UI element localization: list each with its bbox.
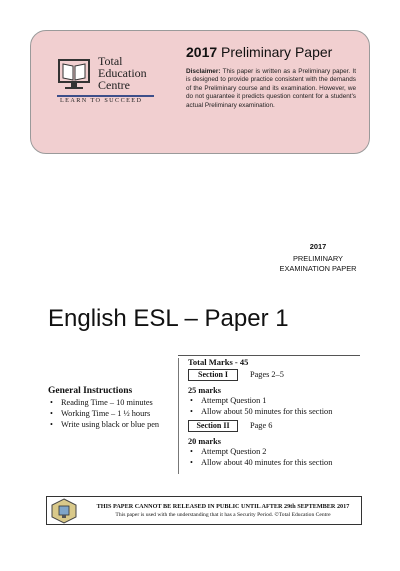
list-item: • Working Time – 1 ½ hours xyxy=(48,408,159,419)
section-1-label: Section I xyxy=(188,369,238,381)
section-2-pages: Page 6 xyxy=(250,421,273,430)
footer-security-note: This paper is used with the understanding that it has a Security Period. ©Total Education Centre xyxy=(115,512,331,518)
brand-line-2: Education xyxy=(98,66,147,80)
marks-top-divider xyxy=(178,355,360,356)
meta-year: 2017 xyxy=(309,242,327,251)
section-2-label: Section II xyxy=(188,420,238,432)
disclaimer xyxy=(186,68,356,110)
section-1-list xyxy=(188,395,363,417)
meta-line-2: EXAMINATION PAPER xyxy=(279,264,357,273)
brand-tagline: LEARN TO SUCCEED xyxy=(60,97,143,104)
section-2-list xyxy=(188,446,363,468)
list-item: • Attempt Question 2 xyxy=(188,446,363,457)
general-instructions-list xyxy=(48,397,159,430)
section-1-pages: Pages 2–5 xyxy=(250,370,284,379)
general-instructions-title: General Instructions xyxy=(48,386,133,396)
paper-year: 2017 xyxy=(186,44,218,60)
brand-line-1: Total xyxy=(98,54,123,68)
brand-line-3: Centre xyxy=(98,78,130,92)
section-2-marks: 20 marks xyxy=(188,437,221,446)
list-item: • Allow about 40 minutes for this section xyxy=(188,457,363,468)
list-item: • Attempt Question 1 xyxy=(188,395,363,406)
list-item: • Write using black or blue pen xyxy=(48,419,159,430)
total-marks: Total Marks - 45 xyxy=(188,357,249,367)
page-title: English ESL – Paper 1 xyxy=(48,305,289,332)
security-footer xyxy=(46,496,362,525)
list-item: • Allow about 50 minutes for this section xyxy=(188,406,363,417)
list-item: • Reading Time – 10 minutes xyxy=(48,397,159,408)
paper-title-text: Preliminary Paper xyxy=(221,44,333,60)
marks-panel xyxy=(188,357,363,468)
footer-release-notice: THIS PAPER CANNOT BE RELEASED IN PUBLIC UNTIL AFTER 29th SEPTEMBER 2017 xyxy=(96,503,350,510)
security-badge-icon xyxy=(50,498,78,524)
disclaimer-label: Disclaimer: xyxy=(186,68,221,75)
section-1-row xyxy=(188,369,363,384)
disclaimer-text: This paper is written as a Preliminary paper. It is designed to provide practice consistent with the demands of the Preliminary course and its examination. However, we do not guarantee it predicts question content for a student's actual Preliminary examination. xyxy=(186,68,356,109)
brand-name xyxy=(98,55,147,91)
section-2-row xyxy=(188,420,363,435)
vertical-divider xyxy=(178,358,179,474)
meta-line-1: PRELIMINARY xyxy=(293,254,343,263)
section-1-marks: 25 marks xyxy=(188,386,221,395)
paper-title xyxy=(186,44,332,60)
general-instructions xyxy=(48,386,159,430)
